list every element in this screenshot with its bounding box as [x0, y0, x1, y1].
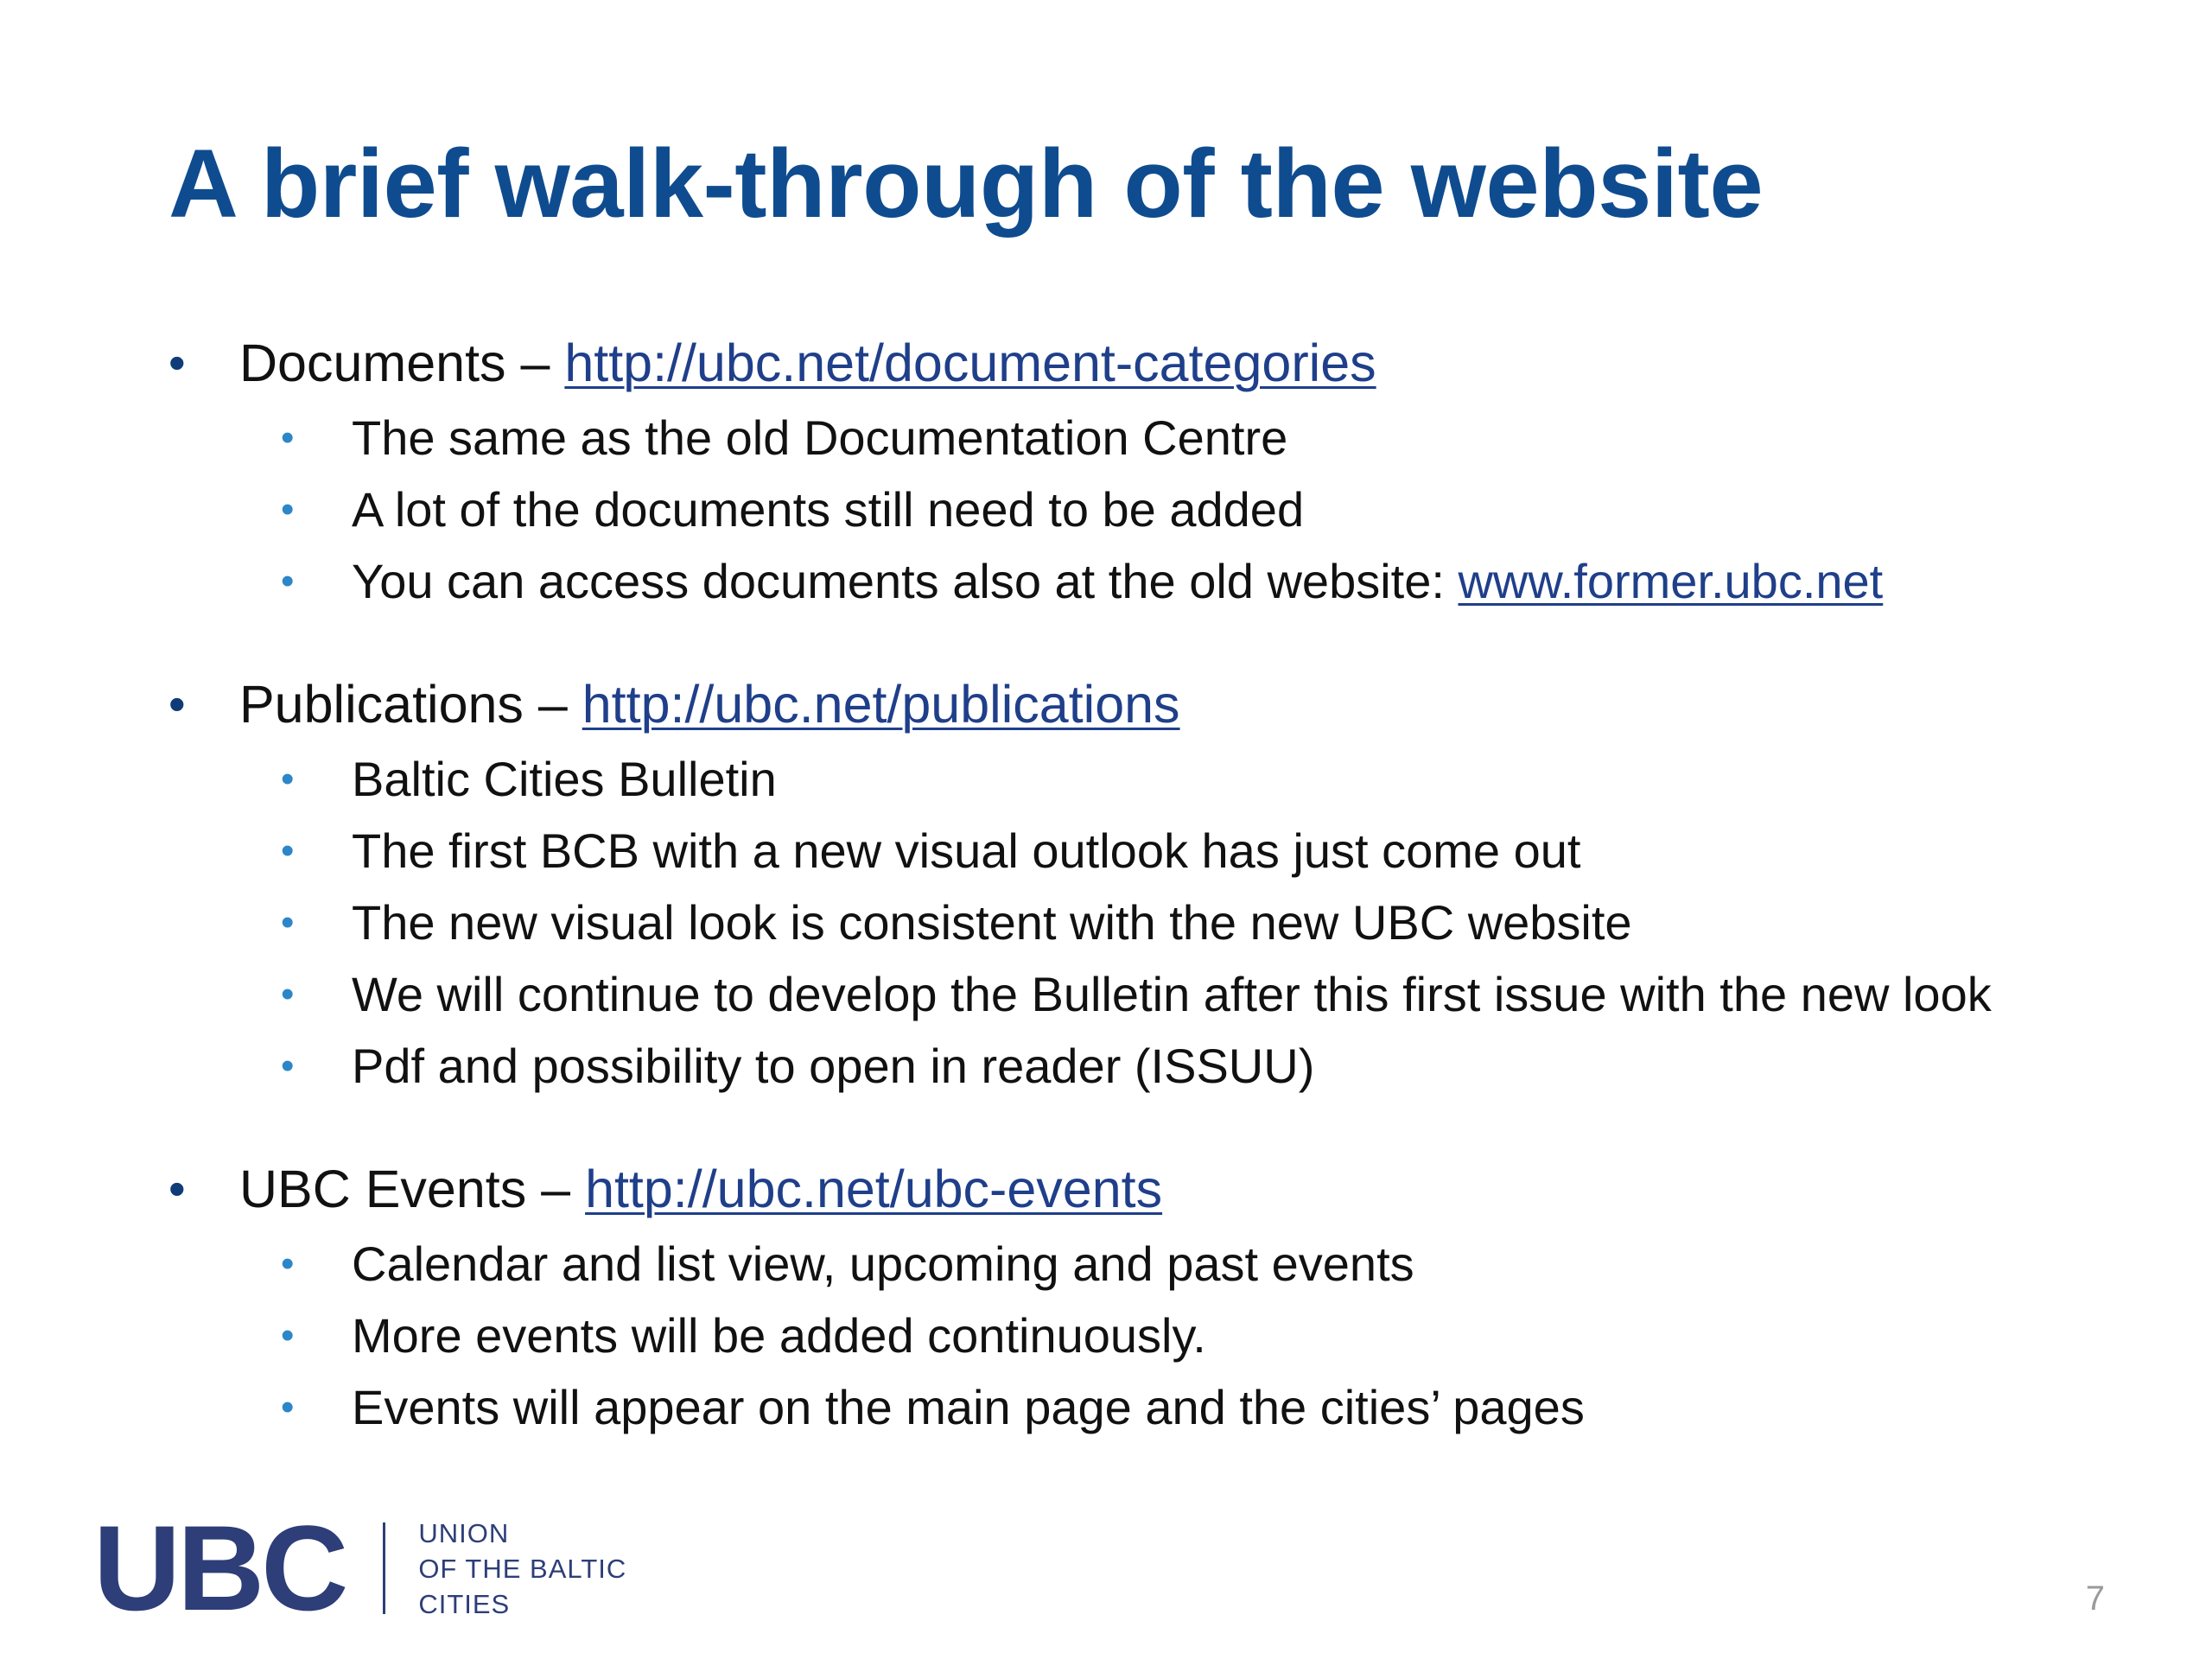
page-number: 7 — [2085, 1580, 2105, 1618]
logo-divider — [383, 1522, 385, 1614]
section-label: UBC Events — [239, 1160, 527, 1218]
bullet-item-documents — [168, 324, 2156, 402]
sub-bullet-icon: • — [281, 1045, 295, 1087]
list-item-text: The first BCB with a new visual outlook has just come out — [352, 823, 1581, 878]
sub-bullet-icon: • — [281, 901, 295, 944]
separator: – — [526, 1160, 586, 1218]
list-item-text: A lot of the documents still need to be added — [352, 482, 1305, 537]
section-documents — [168, 324, 2156, 617]
slide-title: A brief walk-through of the website — [168, 130, 1764, 238]
sub-bullet-icon: • — [281, 416, 295, 459]
sub-list — [168, 743, 2156, 1102]
list-item — [168, 1371, 2156, 1443]
list-item-text: You can access documents also at the old website: — [352, 554, 1459, 608]
events-link[interactable]: http://ubc.net/ubc-events — [585, 1160, 1163, 1218]
list-item-text: More events will be added continuously. — [352, 1308, 1206, 1363]
section-label: Publications — [239, 675, 524, 734]
sub-bullet-icon: • — [281, 758, 295, 800]
list-item-text: The same as the old Documentation Centre — [352, 410, 1288, 465]
sub-list — [168, 1228, 2156, 1443]
list-item-text: Calendar and list view, upcoming and past events — [352, 1236, 1414, 1291]
list-item-text: Baltic Cities Bulletin — [352, 752, 777, 806]
sub-bullet-icon: • — [281, 1243, 295, 1285]
list-item — [168, 1030, 2156, 1102]
bullet-icon: • — [168, 335, 186, 390]
sub-bullet-icon: • — [281, 560, 295, 602]
sub-list — [168, 402, 2156, 617]
logo-wordmark — [418, 1516, 626, 1622]
list-item — [168, 474, 2156, 545]
logo-line: OF THE BALTIC — [418, 1553, 627, 1584]
documents-link[interactable]: http://ubc.net/document-categories — [564, 334, 1376, 392]
sub-bullet-icon: • — [281, 973, 295, 1015]
bullet-item-publications — [168, 665, 2156, 743]
list-item — [168, 958, 2156, 1030]
separator: – — [505, 334, 565, 392]
separator: – — [523, 675, 582, 734]
list-item — [168, 887, 2156, 958]
sub-bullet-icon: • — [281, 488, 295, 531]
bullet-item-events — [168, 1150, 2156, 1228]
slide-content — [168, 324, 2156, 1491]
list-item — [168, 1228, 2156, 1300]
list-item — [168, 1300, 2156, 1371]
sub-bullet-icon: • — [281, 830, 295, 872]
list-item — [168, 402, 2156, 474]
bullet-icon: • — [168, 677, 186, 731]
list-item-text: The new visual look is consistent with the new UBC website — [352, 895, 1632, 950]
bullet-icon: • — [168, 1161, 186, 1216]
former-website-link[interactable]: www.former.ubc.net — [1458, 554, 1884, 608]
section-events — [168, 1150, 2156, 1443]
list-item — [168, 545, 2156, 617]
publications-link[interactable]: http://ubc.net/publications — [582, 675, 1180, 734]
sub-bullet-icon: • — [281, 1314, 295, 1357]
list-item — [168, 743, 2156, 815]
logo-line: UNION — [418, 1517, 510, 1548]
list-item-text: Pdf and possibility to open in reader (ISSUU) — [352, 1039, 1315, 1093]
list-item-text: We will continue to develop the Bulletin after this first issue with the new look — [352, 967, 1992, 1021]
section-publications — [168, 665, 2156, 1102]
ubc-logo — [93, 1500, 627, 1636]
list-item-text: Events will appear on the main page and the cities’ pages — [352, 1380, 1585, 1434]
sub-bullet-icon: • — [281, 1386, 295, 1428]
section-label: Documents — [239, 334, 506, 392]
logo-mark: UBC — [93, 1500, 346, 1636]
list-item — [168, 815, 2156, 887]
logo-line: CITIES — [418, 1588, 511, 1619]
